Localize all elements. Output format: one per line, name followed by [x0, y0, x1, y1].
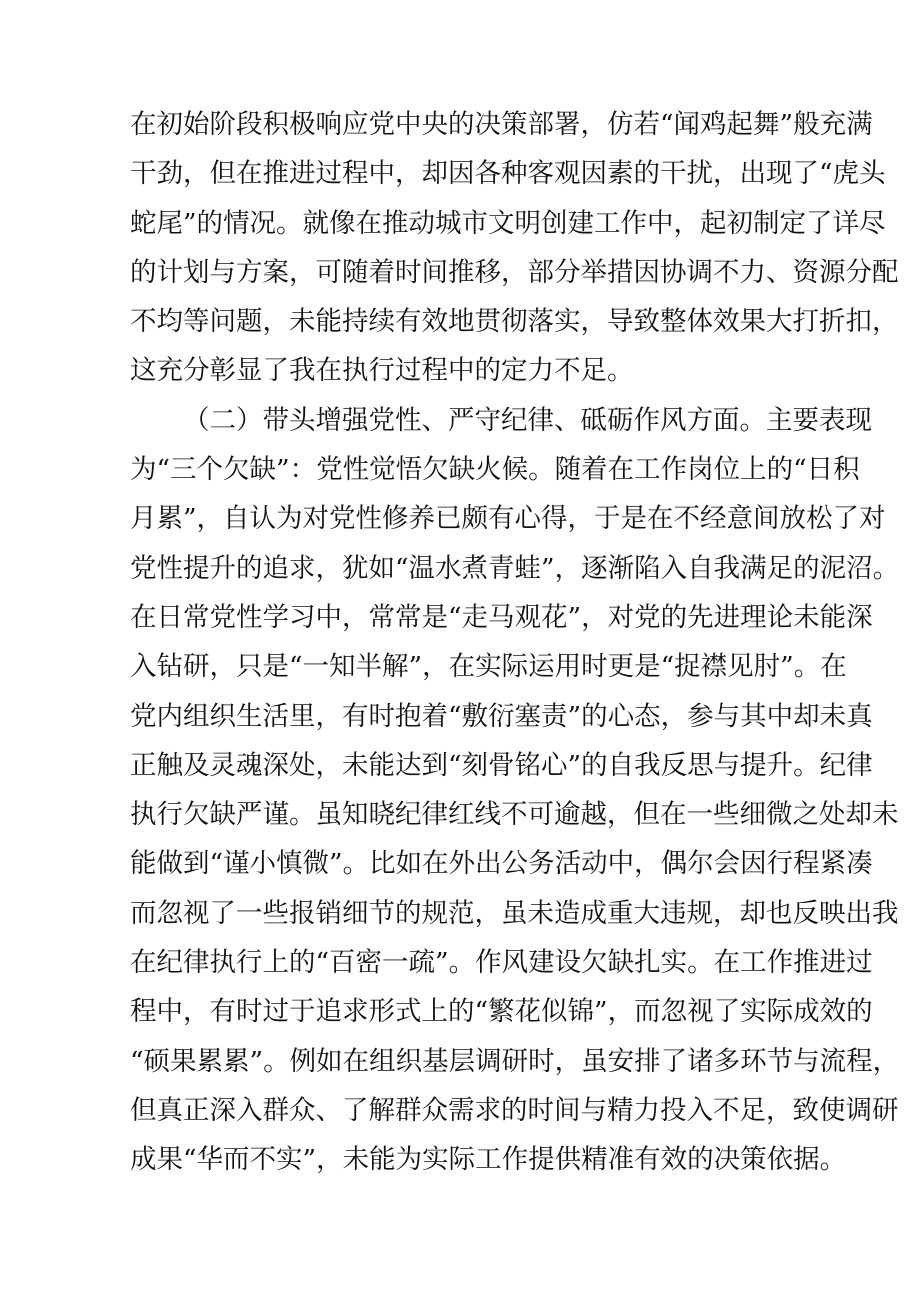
text-line: 但真正深入群众、了解群众需求的时间与精力投入不足，致使调研	[130, 1094, 899, 1126]
text-line: 入钻研，只是“一知半解”，在实际运用时更是“捉襟见肘”。在	[130, 651, 847, 683]
document-body	[130, 100, 900, 1185]
text-line: 不均等问题，未能持续有效地贯彻落实，导致整体效果大打折扣，	[130, 306, 899, 338]
text-line: 正触及灵魂深处，未能达到“刻骨铭心”的自我反思与提升。纪律	[130, 749, 873, 781]
text-line: 月累”，自认为对党性修养已颇有心得，于是在不经意间放松了对	[130, 503, 886, 535]
text-line: 在纪律执行上的“百密一疏”。作风建设欠缺扎实。在工作推进过	[130, 947, 873, 979]
text-line: 的计划与方案，可随着时间推移，部分举措因协调不力、资源分配	[130, 256, 899, 288]
paragraph-execution	[130, 100, 899, 396]
text-line: 而忽视了一些报销细节的规范，虽未造成重大违规，却也反映出我	[130, 897, 899, 929]
text-line: 蛇尾”的情况。就像在推动城市文明创建工作中，起初制定了详尽	[130, 207, 886, 239]
text-line: 这充分彰显了我在执行过程中的定力不足。	[130, 355, 634, 387]
text-line: 成果“华而不实”，未能为实际工作提供精准有效的决策依据。	[130, 1144, 847, 1176]
section-heading-line: （二）带头增强党性、严守纪律、砥砺作风方面。主要表现	[183, 404, 872, 436]
text-line: 在日常党性学习中，常常是“走马观花”，对党的先进理论未能深	[130, 601, 873, 633]
text-line: 为“三个欠缺”：党性觉悟欠缺火候。随着在工作岗位上的“日积	[130, 454, 860, 486]
text-line: 党性提升的追求，犹如“温水煮青蛙”，逐渐陷入自我满足的泥沼。	[130, 552, 900, 584]
text-line: 党内组织生活里，有时抱着“敷衍塞责”的心态，参与其中却未真	[130, 700, 873, 732]
text-line: 在初始阶段积极响应党中央的决策部署，仿若“闻鸡起舞”般充满	[130, 109, 873, 140]
text-line: 程中，有时过于追求形式上的“繁花似锦”，而忽视了实际成效的	[130, 996, 873, 1028]
text-line: “硕果累累”。例如在组织基层调研时，虽安排了诸多环节与流程，	[130, 1045, 900, 1077]
text-line: 干劲，但在推进过程中，却因各种客观因素的干扰，出现了“虎头	[130, 158, 886, 190]
text-line: 执行欠缺严谨。虽知晓纪律红线不可逾越，但在一些细微之处却未	[130, 799, 899, 831]
text-line: 能做到“谨小慎微”。比如在外出公务活动中，偶尔会因行程紧凑	[130, 848, 873, 880]
paragraph-party-discipline	[130, 396, 900, 1185]
